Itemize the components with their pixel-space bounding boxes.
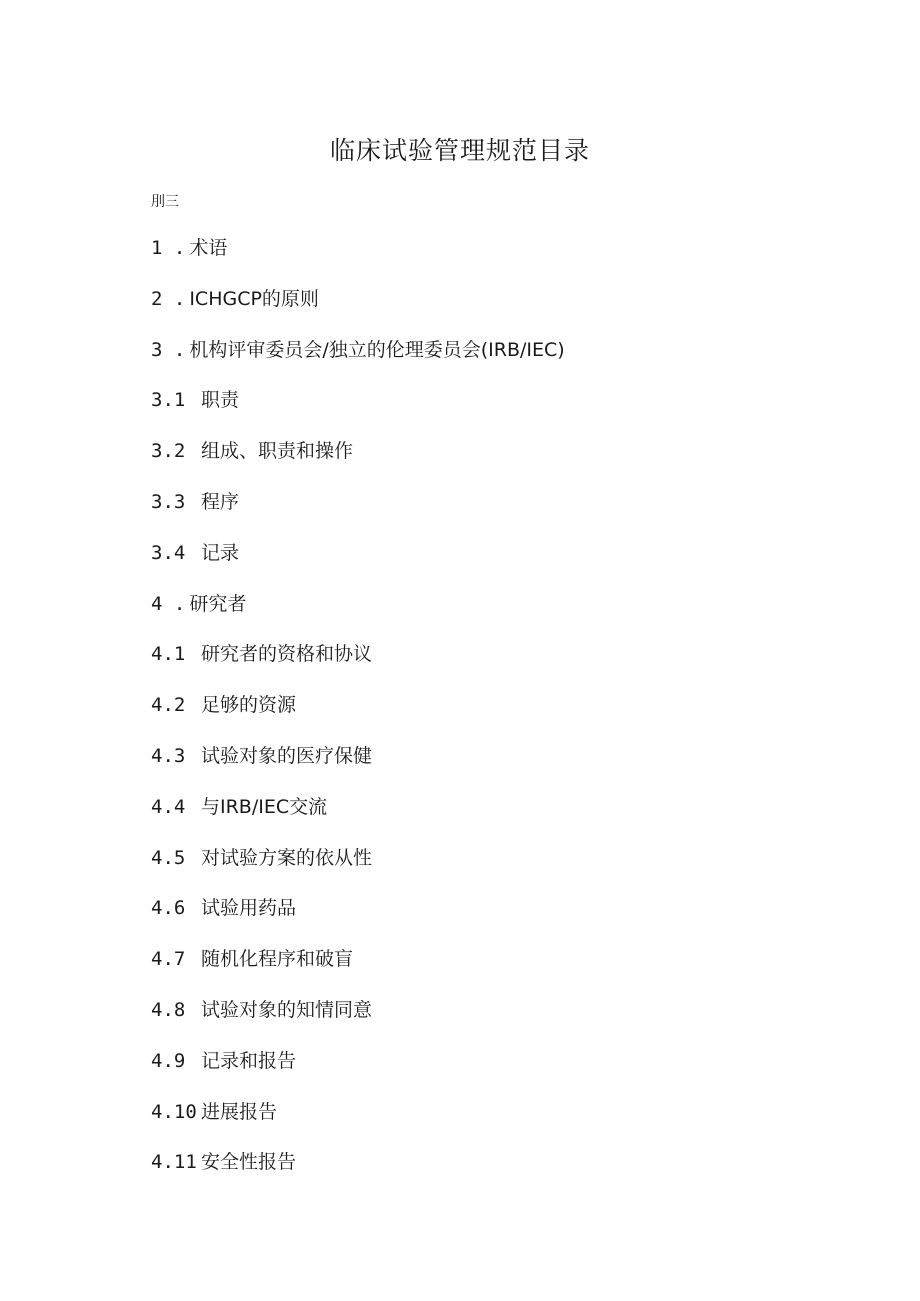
preface-label: 刖三 — [151, 194, 179, 210]
toc-title: 术语 — [189, 237, 228, 259]
toc-title: 研究者的资格和协议 — [201, 643, 373, 666]
toc-item — [151, 538, 565, 589]
toc-number: 3.2 — [151, 440, 186, 463]
toc-title: ICHGCP的原则 — [189, 287, 319, 310]
toc-item — [151, 436, 565, 487]
toc-item — [151, 995, 565, 1046]
toc-title: 记录和报告 — [201, 1049, 297, 1072]
toc-number: 3.4 — [151, 541, 186, 564]
toc-title: 职责 — [201, 389, 240, 412]
toc-title: 机构评审委员会/独立的伦理委员会(IRB/IEC) — [189, 338, 565, 361]
toc-number: 4.8 — [151, 998, 186, 1021]
toc-title: 足够的资源 — [201, 694, 297, 717]
toc-number: 2 . — [151, 287, 186, 310]
toc-item — [151, 843, 565, 894]
toc-item — [151, 690, 565, 741]
toc-title: 对试验方案的依从性 — [201, 846, 373, 869]
toc-number: 4.4 — [151, 795, 186, 818]
toc-number: 4.5 — [151, 846, 186, 869]
toc-number: 4.2 — [151, 694, 186, 717]
toc-number: 4.1 — [151, 643, 186, 666]
page-title: 临床试验管理规范目录 — [329, 136, 590, 165]
toc-title: 进展报告 — [201, 1100, 278, 1123]
toc-title: 试验对象的知情同意 — [201, 998, 373, 1021]
toc-item — [151, 944, 565, 995]
toc-title: 记录 — [201, 541, 240, 564]
table-of-contents — [151, 233, 565, 1198]
toc-item — [151, 1147, 565, 1198]
toc-number: 4.9 — [151, 1049, 186, 1072]
toc-item — [151, 233, 565, 284]
toc-item — [151, 893, 565, 944]
toc-item — [151, 1097, 565, 1148]
toc-item — [151, 335, 565, 386]
toc-title: 组成、职责和操作 — [201, 440, 354, 463]
toc-item — [151, 284, 565, 335]
toc-title: 安全性报告 — [201, 1151, 297, 1174]
toc-item — [151, 1046, 565, 1097]
toc-number: 3.1 — [151, 389, 186, 412]
toc-number: 1 . — [151, 237, 186, 259]
toc-number: 3.3 — [151, 490, 186, 513]
toc-title: 程序 — [201, 490, 240, 513]
toc-title: 试验对象的医疗保健 — [201, 744, 373, 767]
toc-number: 4 . — [151, 592, 186, 615]
toc-number: 4.11 — [151, 1151, 197, 1174]
toc-title: 随机化程序和破盲 — [201, 948, 354, 971]
toc-title: 与IRB/IEC交流 — [201, 795, 328, 818]
toc-title: 试验用药品 — [201, 897, 297, 920]
toc-number: 4.10 — [151, 1100, 197, 1123]
toc-number: 4.6 — [151, 897, 186, 920]
toc-number: 4.7 — [151, 948, 186, 971]
toc-title: 研究者 — [189, 592, 247, 615]
toc-item — [151, 741, 565, 792]
toc-number: 4.3 — [151, 744, 186, 767]
toc-item — [151, 639, 565, 690]
toc-number: 3 . — [151, 338, 186, 361]
toc-item — [151, 487, 565, 538]
toc-item — [151, 385, 565, 436]
toc-item — [151, 589, 565, 640]
toc-item — [151, 792, 565, 843]
